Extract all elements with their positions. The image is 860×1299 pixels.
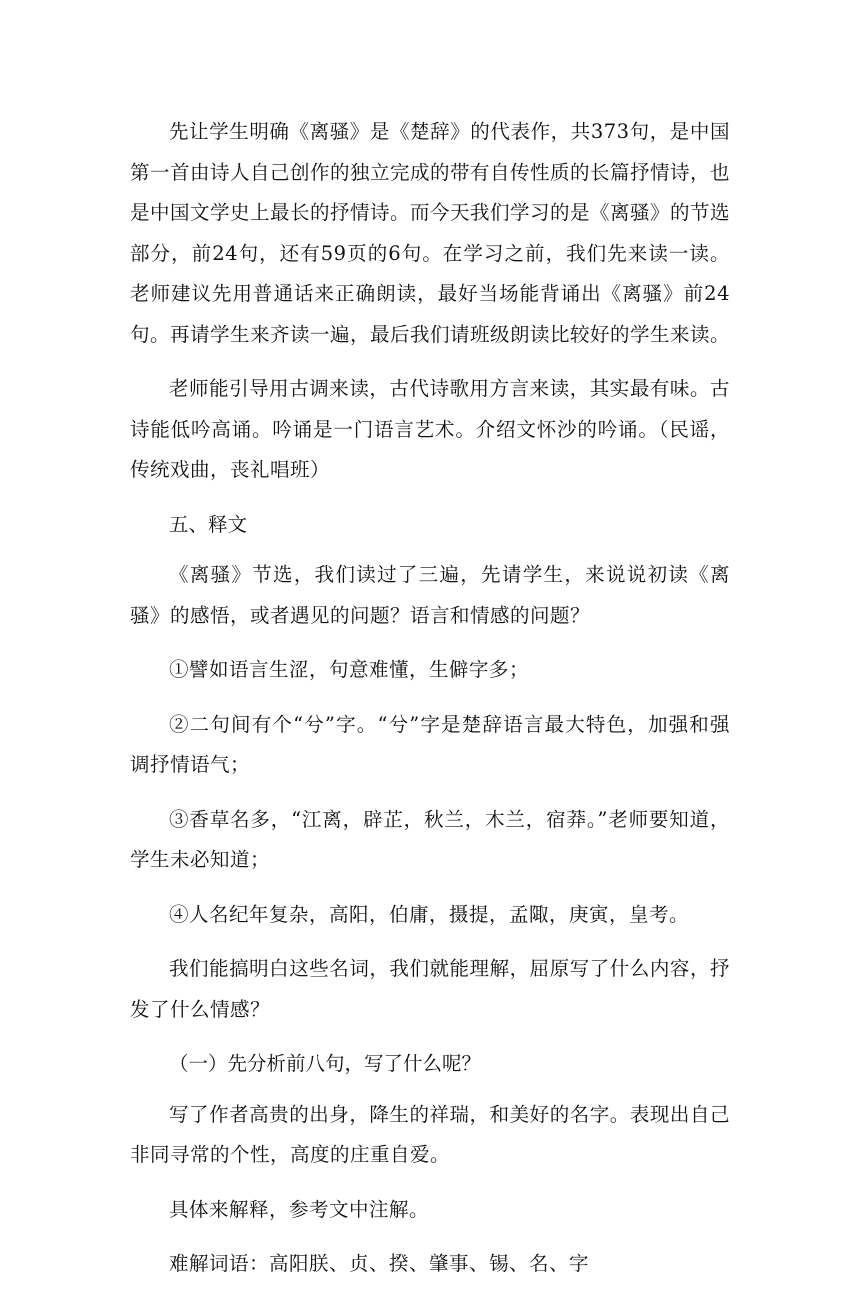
paragraph-intro: 先让学生明确《离骚》是《楚辞》的代表作，共373句，是中国第一首由诗人自己创作的独立完成的带有自传性质的长篇抒情诗，也是中国文学史上最长的抒情诗。而今天我们学习的是《离骚》的节选部分，前24句，还有59页的6句。在学习之前，我们先来读一读。老师建议先用普通话来正确朗读，最好当场能背诵出《离骚》前24句。再请学生来齐读一遍，最后我们请班级朗读比较好的学生来读。 [130,120,731,346]
list-item-herb-names: ③香草名多，“江离，辟芷，秋兰，木兰，宿莽。”老师要知道，学生未必知道； [130,807,730,871]
paragraph-explain: 具体来解释，参考文中注解。 [169,1197,430,1221]
list-item-person-names: ④人名纪年复杂，高阳，伯庸，摄提，孟陬，庚寅，皇考。 [169,902,690,926]
paragraph-difficult-words: 难解词语：高阳朕、贞、揆、肇事、锡、名、字 [169,1252,590,1275]
sub-heading-first-eight-lines: （一）先分析前八句，写了什么呢？ [169,1052,482,1075]
paragraph-analysis: 写了作者高贵的出身，降生的祥瑞，和美好的名字。表现出自己非同寻常的个性，高度的庄重自爱。 [130,1102,730,1166]
section-heading-explanation: 五、释文 [169,512,248,536]
paragraph-first-impressions: 《离骚》节选，我们读过了三遍，先请学生，来说说初读《离骚》的感悟，或者遇见的问题？语言和情感的问题？ [130,563,730,627]
paragraph-understanding: 我们能搞明白这些名词，我们就能理解，屈原写了什么内容，抒发了什么情感？ [130,957,730,1021]
document-body [130,112,730,1299]
list-item-xi-character: ②二句间有个“兮”字。“兮”字是楚辞语言最大特色，加强和强调抒情语气； [130,712,730,776]
paragraph-recitation: 老师能引导用古调来读，古代诗歌用方言来读，其实最有味。古诗能低吟高诵。吟诵是一门语言艺术。介绍文怀沙的吟诵。（民谣，传统戏曲，丧礼唱班） [130,377,730,481]
list-item-language: ①譬如语言生涩，句意难懂，生僻字多； [169,658,530,681]
